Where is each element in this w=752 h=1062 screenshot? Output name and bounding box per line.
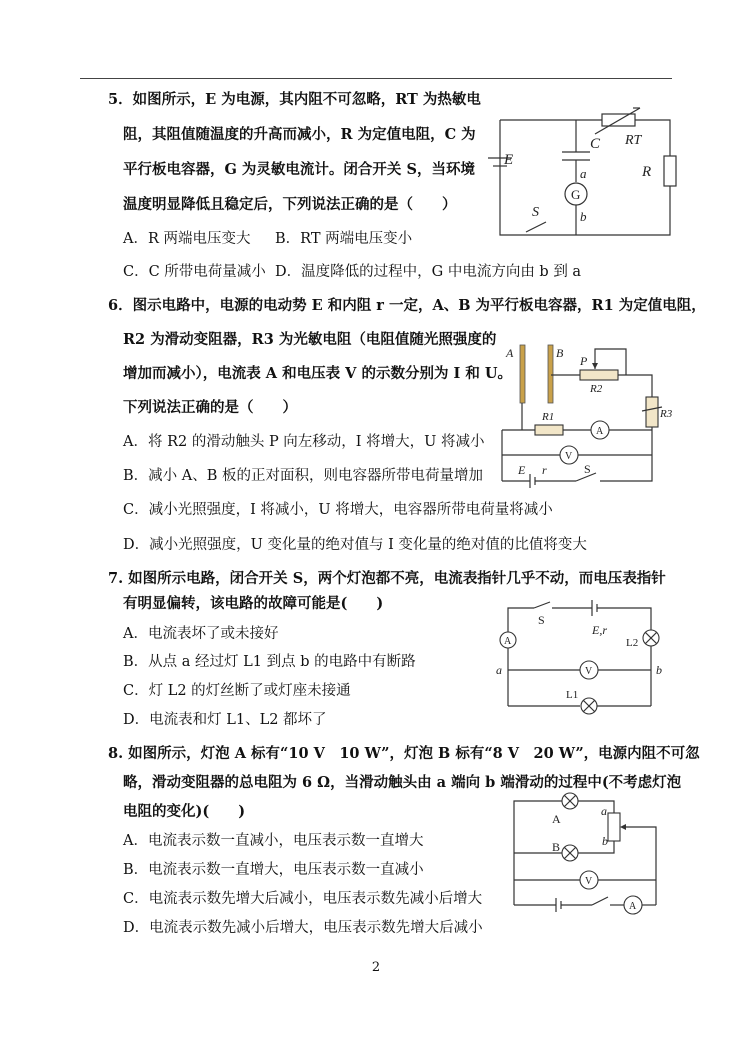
q6-option-b: B．减小 A、B 板的正对面积，则电容器所带电荷量增加 <box>123 468 483 484</box>
q7-option-b: B．从点 a 经过灯 L1 到点 b 的电路中有断路 <box>123 654 416 670</box>
q8-option-b: B．电流表示数一直增大，电压表示数一直减小 <box>123 862 424 878</box>
q6-label-b: B <box>556 346 564 360</box>
q7-label-a-meter: A <box>504 636 512 647</box>
q6-line-2: R2 为滑动变阻器，R3 为光敏电阻（电阻值随光照强度的 <box>123 331 497 348</box>
q5-line-3: 平行板电容器，G 为灵敏电流计。闭合开关 S，当环境 <box>123 161 475 178</box>
q5-label-r: R <box>642 164 652 180</box>
q6-rheostat-r2 <box>580 370 618 380</box>
q6-line-4: 下列说法正确的是（ ） <box>123 399 297 416</box>
q6-label-p: P <box>580 354 588 368</box>
q6-label-e: E <box>518 463 526 477</box>
q6-option-a: A．将 R2 的滑动触头 P 向左移动，I 将增大，U 将减小 <box>123 434 485 450</box>
q5-label-rt: RT <box>625 133 642 148</box>
q6-label-voltmeter: V <box>565 451 573 462</box>
q8-option-c: C．电流表示数先增大后减小，电压表示数先减小后增大 <box>123 891 483 907</box>
q7-label-l2: L2 <box>626 637 639 649</box>
q5-option-b: B．RT 两端电压变小 <box>275 231 413 247</box>
q5-label-s: S <box>532 205 539 220</box>
q5-label-c: C <box>590 136 601 152</box>
q6-circuit-diagram <box>492 345 682 490</box>
q8-line-1: 8. 如图所示，灯泡 A 标有“10 V 10 W”，灯泡 B 标有“8 V 20 W”，电源内阻不可忽 <box>108 745 700 762</box>
q5-label-e: E <box>504 152 514 168</box>
q7-label-er: E,r <box>592 623 607 637</box>
q7-line-2: 有明显偏转，该电路的故障可能是( ) <box>123 595 384 612</box>
q5-option-c: C．C 所带电荷量减小 <box>123 264 266 280</box>
q8-label-v: V <box>585 876 593 887</box>
q8-label-a-lamp: A <box>552 812 561 826</box>
q5-resistor-r <box>664 156 676 186</box>
q6-plate-a <box>520 345 525 403</box>
q8-line-2: 略，滑动变阻器的总电阻为 6 Ω，当滑动触头由 a 端向 b 端滑动的过程中(不考虑灯泡 <box>123 774 682 791</box>
q5-line-1: 5．如图所示，E 为电源，其内阻不可忽略，RT 为热敏电 <box>108 91 481 108</box>
q7-label-l1: L1 <box>566 689 579 701</box>
q7-line-1: 7. 如图所示电路，闭合开关 S，两个灯泡都不亮，电流表指针几乎不动，而电压表指针 <box>108 570 666 587</box>
q5-circuit-diagram <box>480 100 680 240</box>
q5-line-4: 温度明显降低且稳定后，下列说法正确的是（ ） <box>123 196 457 213</box>
q6-line-3: 增加而减小），电流表 A 和电压表 V 的示数分别为 I 和 U。 <box>123 365 513 382</box>
q5-label-b: b <box>580 209 587 224</box>
q6-label-s: S <box>584 462 591 476</box>
q6-plate-b <box>548 345 553 403</box>
q7-label-a-point: a <box>496 663 502 677</box>
q6-resistor-r1 <box>535 425 563 435</box>
q8-label-ammeter: A <box>629 901 637 912</box>
q8-circuit-diagram <box>506 793 676 912</box>
q6-label-r3: R3 <box>660 408 673 420</box>
q5-option-d: D．温度降低的过程中，G 中电流方向由 b 到 a <box>275 264 582 280</box>
q8-label-b-end: b <box>602 834 608 848</box>
q6-label-a: A <box>506 346 514 360</box>
q8-line-3: 电阻的变化)( ) <box>123 803 246 820</box>
q8-option-d: D．电流表示数先减小后增大，电压表示数先增大后减小 <box>123 920 483 936</box>
q7-label-b-point: b <box>656 663 662 677</box>
q5-line-2: 阻，其阻值随温度的升高而减小，R 为定值电阻，C 为 <box>123 126 476 143</box>
header-rule <box>80 78 672 79</box>
q6-photoresistor-r3 <box>646 397 658 427</box>
q7-label-s: S <box>538 613 545 627</box>
q5-label-g: G <box>571 187 581 202</box>
q6-label-r: r <box>542 463 547 477</box>
q6-option-d: D．减小光照强度，U 变化量的绝对值与 I 变化量的绝对值的比值将变大 <box>123 537 587 553</box>
q8-rheostat <box>608 813 620 841</box>
q8-label-b-lamp: B <box>552 840 561 854</box>
q7-label-v: V <box>585 666 593 677</box>
q5-label-a: a <box>580 166 587 181</box>
q6-option-c: C．减小光照强度，I 将减小，U 将增大，电容器所带电荷量将减小 <box>123 502 553 518</box>
q6-label-r2: R2 <box>590 383 603 395</box>
q7-circuit-diagram <box>496 600 676 720</box>
q7-option-d: D．电流表和灯 L1、L2 都坏了 <box>123 712 327 728</box>
q6-label-ammeter: A <box>596 426 604 437</box>
page-number: 2 <box>371 960 381 975</box>
q7-option-a: A．电流表坏了或未接好 <box>123 626 279 642</box>
q5-option-a: A．R 两端电压变大 <box>123 231 251 247</box>
q7-option-c: C．灯 L2 的灯丝断了或灯座未接通 <box>123 683 351 699</box>
q8-label-a-end: a <box>601 804 607 818</box>
q6-line-1: 6．图示电路中，电源的电动势 E 和内阻 r 一定，A、B 为平行板电容器，R1 为定值电阻， <box>108 297 706 314</box>
q8-option-a: A．电流表示数一直减小，电压表示数一直增大 <box>123 833 424 849</box>
q6-label-r1: R1 <box>542 411 555 423</box>
